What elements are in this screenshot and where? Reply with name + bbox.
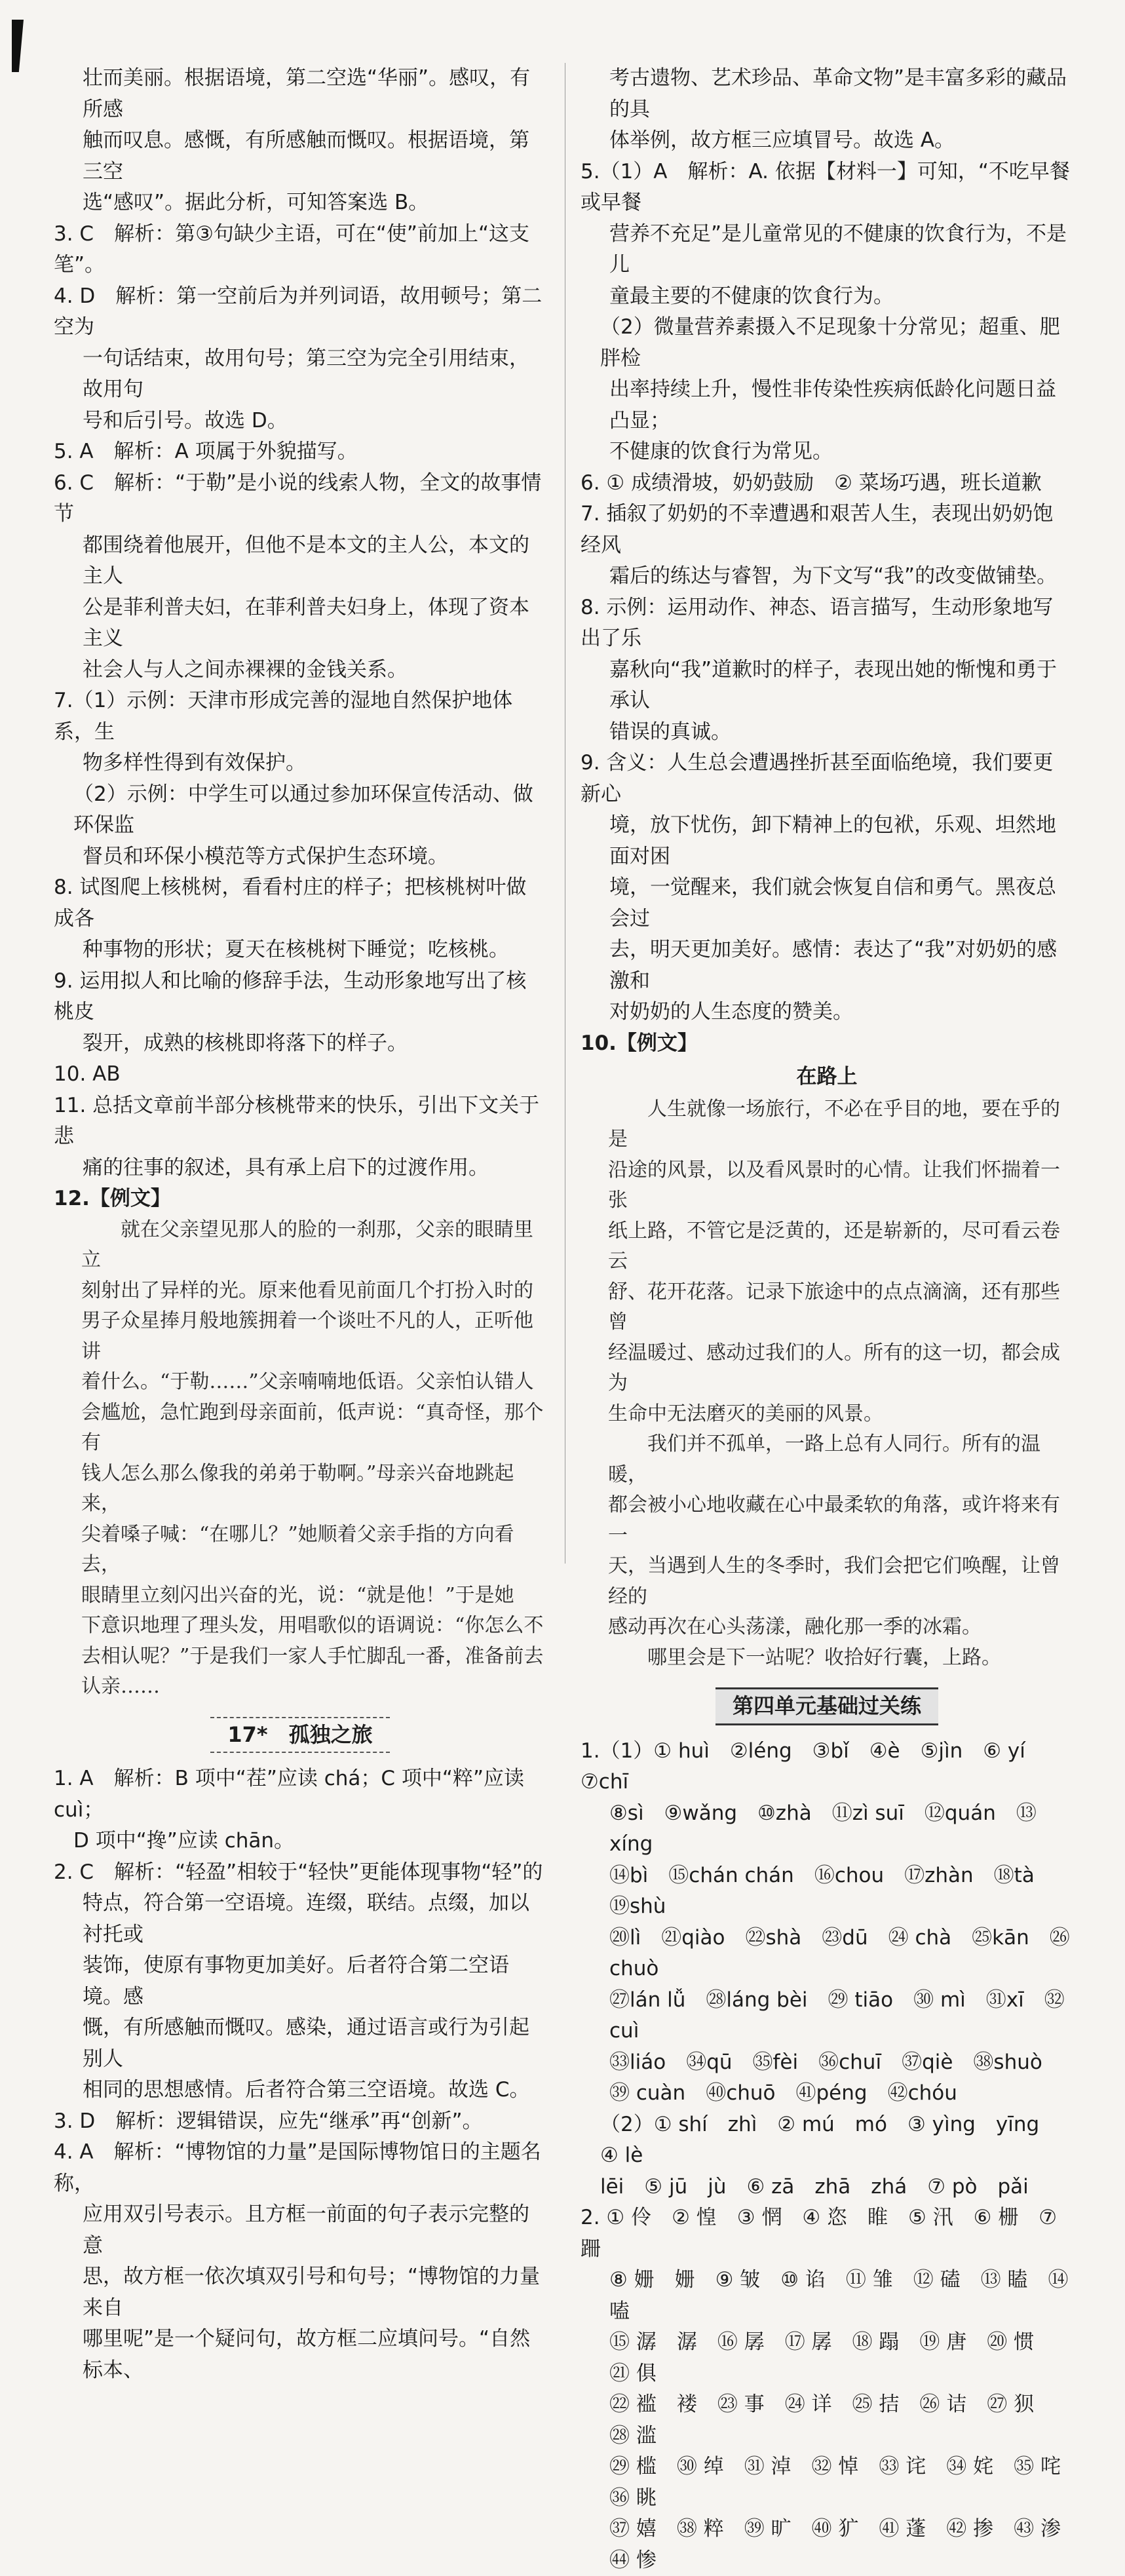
text-line: 公是菲利普夫妇，在菲利普夫妇身上，体现了资本主义 [83, 595, 529, 650]
answer-9: 9. 运用拟人和比喻的修辞手法，生动形象地写出了核桃皮 [54, 969, 527, 1024]
answer-6: 6. ① 成绩滑坡，奶奶鼓励 ② 菜场巧遇，班长道歉 [581, 471, 1042, 495]
answer-9: 9. 含义：人生总会遭遇挫折甚至面临绝境，我们要更新心 [581, 751, 1054, 806]
essay-line: 尖着嗓子喊：“在哪儿？”她顺着父亲手指的方向看去， [81, 1522, 514, 1576]
text-line: ㊲ 嬉 ㊳ 粹 ㊴ 旷 ㊵ 犷 ㊶ 蓬 ㊷ 掺 ㊸ 渗 ㊹ 惨 [609, 2517, 1081, 2572]
essay-line: 人生就像一场旅行，不必在乎目的地，要在乎的是 [608, 1097, 1060, 1151]
text-line: 去，明天更加美好。感情：表达了“我”对奶奶的感激和 [609, 938, 1058, 993]
answer-3: 3. C 解析：第③句缺少主语，可在“使”前加上“这支笔”。 [54, 221, 530, 277]
essay-line: 眼睛里立刻闪出兴奋的光，说：“就是他！”于是她 [81, 1583, 514, 1607]
text-line: 哪里呢”是一个疑问句，故方框二应填问号。“自然标本、 [83, 2327, 531, 2382]
text-line: 不健康的饮食行为常见。 [609, 440, 833, 463]
answer-12-heading: 12.【例文】 [54, 1187, 171, 1210]
essay-line: 会尴尬，急忙跑到母亲面前，低声说：“真奇怪，那个有 [81, 1400, 544, 1454]
essay-line: 去相认呢？”于是我们一家人手忙脚乱一番，准备前去 [81, 1644, 544, 1668]
answer-6: 6. C 解析：“于勒”是小说的线索人物，全文的故事情节 [54, 471, 542, 526]
text-line: ㉒ 褴 褛 ㉓ 事 ㉔ 详 ㉕ 拮 ㉖ 诘 ㉗ 狈 ㉘ 滥 [609, 2393, 1055, 2448]
text-line: 相同的思想感情。后者符合第三空语境。故选 C。 [83, 2078, 530, 2102]
text-line: 童最主要的不健康的饮食行为。 [609, 284, 894, 308]
right-column [581, 63, 1081, 2576]
text-line: 种事物的形状；夏天在核桃树下睡觉；吃核桃。 [83, 938, 509, 961]
text-line: 都围绕着他展开，但他不是本文的主人公，本文的主人 [83, 533, 529, 588]
text-line: ⑧sì ⑨wǎng ⑩zhà ⑪zì suī ⑫quán ⑬ xíng [609, 1801, 1037, 1856]
text-line: 营养不充足”是儿童常见的不健康的饮食行为，不是儿 [609, 221, 1067, 277]
sample-essay-10 [581, 1094, 1073, 1674]
s17-answer-3: 3. D 解析：逻辑错误，应先“继承”再“创新”。 [54, 2109, 483, 2133]
sample-essay-12 [54, 1215, 546, 1702]
essay-line: 天，当遇到人生的冬季时，我们会把它们唤醒，让曾经的 [608, 1554, 1060, 1608]
text-line: ㊴ cuàn ㊵chuō ㊶péng ㊷chóu [609, 2081, 957, 2105]
essay-line: 刻射出了异样的光。原来他看见前面几个打扮入时的 [81, 1278, 533, 1302]
text-line: ⑧ 姗 姗 ⑨ 皱 ⑩ 谄 ⑪ 雏 ⑫ 磕 ⑬ 瞌 ⑭ 嗑 [609, 2268, 1069, 2323]
text-line: （2）微量营养素摄入不足现象十分常见；超重、肥胖检 [600, 315, 1060, 370]
text-line: （2）① shí zhì ② mú mó ③ yìng yīng ④ lè [600, 2112, 1060, 2167]
essay-line: 纸上路，不管它是泛黄的，还是崭新的，尽可看云卷云 [608, 1219, 1060, 1273]
text-line: ⑭bì ⑮chán chán ⑯chou ⑰zhàn ⑱tà ⑲shù [609, 1863, 1055, 1918]
essay-line: 男子众星捧月般地簇拥着一个谈吐不凡的人，正听他讲 [81, 1309, 533, 1363]
text-line: 错误的真诚。 [609, 720, 731, 744]
text-line: 装饰，使原有事物更加美好。后者符合第二空语境。感 [83, 1953, 509, 2009]
essay-line: 下意识地理了理头发，用唱歌似的语调说：“你怎么不 [81, 1614, 544, 1637]
text-line: 思，故方框一依次填双引号和句号；“博物馆的力量来自 [83, 2265, 541, 2320]
text-line: 出率持续上升，慢性非传染性疾病低龄化问题日益凸显； [609, 377, 1056, 433]
left-column [54, 63, 546, 2386]
text-line: （2）示例：中学生可以通过参加环保宣传活动、做环保监 [73, 782, 533, 837]
text-line: 体举例，故方框三应填冒号。故选 A。 [609, 128, 955, 152]
s17-answer-1: 1. A 解析：B 项中“茬”应读 chá；C 项中“粹”应读 cuì； [54, 1767, 525, 1822]
essay-line: 舒、花开花落。记录下旅途中的点点滴滴，还有那些曾 [608, 1280, 1060, 1334]
text-line: 裂开，成熟的核桃即将落下的样子。 [83, 1031, 408, 1055]
u4-answer-1: 1.（1）① huì ②léng ③bǐ ④è ⑤jìn ⑥ yí ⑦chī [581, 1739, 1046, 1794]
essay-line: 就在父亲望见那人的脸的一刹那，父亲的眼睛里立 [81, 1218, 533, 1271]
text-line: 督员和环保小模范等方式保护生态环境。 [83, 844, 448, 868]
text-line: 物多样性得到有效保护。 [83, 751, 306, 775]
text-line: D 项中“搀”应读 chān。 [73, 1829, 295, 1853]
essay-line: 生命中无法磨灭的美丽的风景。 [608, 1402, 883, 1425]
answer-10-heading: 10.【例文】 [581, 1031, 698, 1055]
essay-line: 感动再次在心头荡漾，融化那一季的冰霜。 [608, 1615, 982, 1638]
answer-4: 4. D 解析：第一空前后为并列词语，故用顿号；第二空为 [54, 284, 543, 339]
text-line: 选“感叹”。据此分析，可知答案选 B。 [83, 191, 429, 214]
text-line: ⑮ 潺 潺 ⑯ 孱 ⑰ 孱 ⑱ 蹋 ⑲ 唐 ⑳ 惯 ㉑ 俱 [609, 2330, 1055, 2385]
text-line: 特点，符合第一空语境。连缀，联结。点缀，加以衬托或 [83, 1891, 529, 1946]
essay-title: 在路上 [796, 1065, 858, 1088]
page-corner-mark [12, 20, 24, 72]
text-line: 境，一觉醒来，我们就会恢复自信和勇气。黑夜总会过 [609, 875, 1056, 931]
text-line: 社会人与人之间赤裸裸的金钱关系。 [83, 657, 408, 682]
text-line: ⑳lì ㉑qiào ㉒shà ㉓dū ㉔ chà ㉕kān ㉖chuò [609, 1925, 1070, 1980]
essay-line: 沿途的风景，以及看风景时的心情。让我们怀揣着一张 [608, 1158, 1060, 1212]
essay-line: 哪里会是下一站呢？收拾好行囊，上路。 [647, 1645, 1001, 1669]
s17-answer-4: 4. A 解析：“博物馆的力量”是国际博物馆日的主题名称， [54, 2140, 541, 2195]
text-line: 号和后引号。故选 D。 [83, 408, 288, 433]
u4-answer-2: 2. ① 伶 ② 惶 ③ 惘 ④ 恣 睢 ⑤ 汛 ⑥ 栅 ⑦ 跚 [581, 2206, 1058, 2261]
text-line: 触而叹息。感慨，有所感触而慨叹。根据语境，第三空 [83, 128, 529, 183]
answer-7: 7.（1）示例：天津市形成完善的湿地自然保护地体系，生 [54, 689, 513, 744]
s17-answer-2: 2. C 解析：“轻盈”相较于“轻快”更能体现事物“轻”的 [54, 1860, 543, 1884]
essay-line: 我们并不孤单，一路上总有人同行。所有的温暖， [608, 1432, 1040, 1486]
text-line: ㉝liáo ㉞qū ㉟fèi ㊱chuī ㊲qiè ㊳shuò [609, 2050, 1042, 2074]
text-line: 痛的往事的叙述，具有承上启下的过渡作用。 [83, 1155, 489, 1180]
text-line: 霜后的练达与睿智，为下文写“我”的改变做铺垫。 [609, 564, 1058, 588]
answer-10: 10. AB [54, 1062, 121, 1086]
section-heading-17: 17* 孤独之旅 [54, 1717, 546, 1754]
text-line: 对奶奶的人生态度的赞美。 [609, 1000, 853, 1024]
essay-line: 着什么。“于勒……”父亲喃喃地低语。父亲怕认错人 [81, 1370, 534, 1393]
text-line: 嘉秋向“我”道歉时的样子，表现出她的惭愧和勇于承认 [609, 657, 1058, 712]
answer-5: 5.（1）A 解析：A. 依据【材料一】可知，“不吃早餐或早餐 [581, 159, 1070, 214]
answer-5: 5. A 解析：A 项属于外貌描写。 [54, 440, 358, 463]
answer-7: 7. 插叙了奶奶的不幸遭遇和艰苦人生，表现出奶奶饱经风 [581, 502, 1054, 557]
answer-11: 11. 总括文章前半部分核桃带来的快乐，引出下文关于悲 [54, 1093, 540, 1148]
answer-8: 8. 示例：运用动作、神态、语言描写，生动形象地写出了乐 [581, 595, 1054, 650]
essay-line: 经温暖过、感动过我们的人。所有的这一切，都会成为 [608, 1341, 1060, 1394]
text-line: 壮而美丽。根据语境，第二空选“华丽”。感叹，有所感 [83, 66, 531, 121]
text-line: 考古遗物、艺术珍品、革命文物”是丰富多彩的藏品的具 [609, 66, 1067, 121]
text-line: 应用双引号表示。且方框一前面的句子表示完整的意 [83, 2202, 529, 2258]
text-line: 一句话结束，故用句号；第三空为完全引用结束，故用句 [83, 346, 529, 401]
section-heading-unit4: 第四单元基础过关练 [581, 1687, 1073, 1725]
answer-8: 8. 试图爬上核桃树，看看村庄的样子；把核桃树叶做成各 [54, 875, 527, 931]
text-line: ㉗lán lǚ ㉘láng bèi ㉙ tiāo ㉚ mì ㉛xī ㉜ cuì [609, 1988, 1065, 2043]
text-line: lēi ⑤ jū jù ⑥ zā zhā zhá ⑦ pò pǎi [600, 2174, 1029, 2199]
text-line: ㉙ 槛 ㉚ 绰 ㉛ 淖 ㉜ 悼 ㉝ 诧 ㉞ 姹 ㉟ 咤 ㊱ 眺 [609, 2455, 1081, 2510]
text-line: 境，放下忧伤，卸下精神上的包袱，乐观、坦然地面对困 [609, 813, 1056, 868]
essay-line: 认亲…… [81, 1675, 160, 1698]
essay-line: 钱人怎么那么像我的弟弟于勒啊。”母亲兴奋地跳起来， [81, 1461, 514, 1515]
essay-line: 都会被小心地收藏在心中最柔软的角落，或许将来有一 [608, 1493, 1060, 1547]
text-line: 慨，有所感触而慨叹。感染，通过语言或行为引起别人 [83, 2016, 529, 2071]
